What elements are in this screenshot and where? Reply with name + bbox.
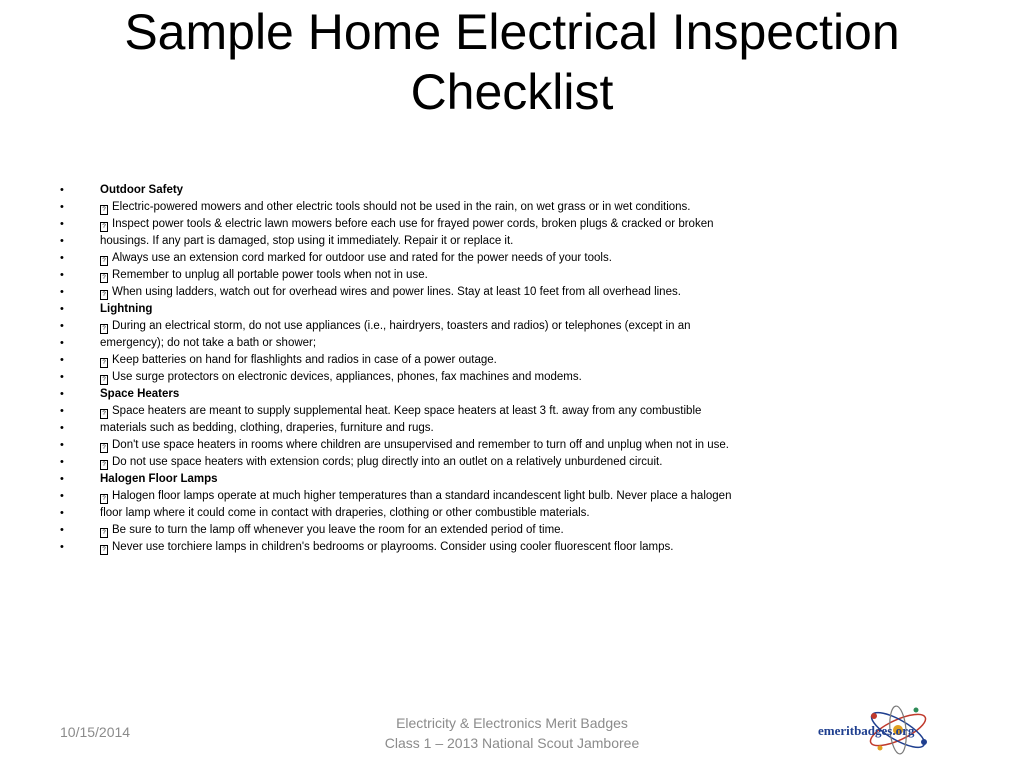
item-text: materials such as bedding, clothing, draperies, furniture and rugs. xyxy=(100,422,434,434)
checklist-item-text xyxy=(100,488,731,505)
item-text: Remember to unplug all portable power tools when not in use. xyxy=(112,269,428,281)
bullet-icon: • xyxy=(60,473,64,485)
bullet-icon: • xyxy=(60,541,64,553)
checkbox-icon: ? xyxy=(100,528,108,538)
footer-caption xyxy=(312,713,712,753)
section-heading-text xyxy=(100,182,183,199)
checklist-item xyxy=(60,369,840,386)
section-heading-text xyxy=(100,386,179,403)
checklist-item-text xyxy=(100,284,681,301)
checklist-item-text xyxy=(100,335,316,352)
item-text: Halogen floor lamps operate at much higher temperatures than a standard incandescent light bulb. Never place a halogen xyxy=(112,490,732,502)
checklist-item-text xyxy=(100,233,513,250)
checklist-item-text xyxy=(100,369,582,386)
item-text: Space heaters are meant to supply supplemental heat. Keep space heaters at least 3 ft. away from any combustible xyxy=(112,405,702,417)
footer-caption-line-1: Electricity & Electronics Merit Badges xyxy=(396,715,628,731)
bullet-icon: • xyxy=(60,507,64,519)
checklist-item xyxy=(60,335,840,352)
checklist-item-text xyxy=(100,352,497,369)
item-text: Electric-powered mowers and other electric tools should not be used in the rain, on wet grass or in wet conditions. xyxy=(112,201,691,213)
bullet-icon: • xyxy=(60,252,64,264)
item-text: Outdoor Safety xyxy=(100,184,184,196)
section-heading xyxy=(60,182,840,199)
checklist-item-text xyxy=(100,403,701,420)
checkbox-icon: ? xyxy=(100,324,108,334)
checklist-item xyxy=(60,454,840,471)
checkbox-icon: ? xyxy=(100,443,108,453)
checklist-item xyxy=(60,199,840,216)
checkbox-icon: ? xyxy=(100,273,108,283)
checklist-item-text xyxy=(100,216,714,233)
bullet-icon: • xyxy=(60,524,64,536)
bullet-icon: • xyxy=(60,320,64,332)
checkbox-icon: ? xyxy=(100,290,108,300)
checklist-item xyxy=(60,505,840,522)
bullet-icon: • xyxy=(60,456,64,468)
checklist-item xyxy=(60,216,840,233)
checklist-item xyxy=(60,403,840,420)
checkbox-icon: ? xyxy=(100,222,108,232)
section-heading xyxy=(60,301,840,318)
checklist-item-text xyxy=(100,318,691,335)
item-text: Never use torchiere lamps in children's bedrooms or playrooms. Consider using cooler fluorescent floor lamps. xyxy=(112,541,674,553)
checkbox-icon: ? xyxy=(100,256,108,266)
checkbox-icon: ? xyxy=(100,358,108,368)
checklist-item-text xyxy=(100,522,564,539)
item-text: Halogen Floor Lamps xyxy=(100,473,218,485)
checklist-item-text xyxy=(100,267,428,284)
logo-wordmark: emeritbadges.org xyxy=(818,723,915,738)
bullet-icon: • xyxy=(60,269,64,281)
bullet-icon: • xyxy=(60,405,64,417)
bullet-icon: • xyxy=(60,286,64,298)
item-text: Lightning xyxy=(100,303,153,315)
section-heading xyxy=(60,471,840,488)
checklist-item-text xyxy=(100,420,434,437)
checklist-item xyxy=(60,539,840,556)
checklist-item xyxy=(60,522,840,539)
bullet-icon: • xyxy=(60,388,64,400)
checklist-item xyxy=(60,318,840,335)
section-heading xyxy=(60,386,840,403)
checklist-item-text xyxy=(100,437,729,454)
item-text: Space Heaters xyxy=(100,388,180,400)
item-text: Don't use space heaters in rooms where children are unsupervised and remember to turn off and unplug when not in use. xyxy=(112,439,729,451)
item-text: When using ladders, watch out for overhead wires and power lines. Stay at least 10 feet from all overhead lines. xyxy=(112,286,681,298)
checkbox-icon: ? xyxy=(100,460,108,470)
slide-title: Sample Home Electrical Inspection Checklist xyxy=(124,4,900,120)
bullet-icon: • xyxy=(60,439,64,451)
checklist-item-text xyxy=(100,454,662,471)
checklist-item xyxy=(60,437,840,454)
checkbox-icon: ? xyxy=(100,375,108,385)
checklist-item xyxy=(60,284,840,301)
checklist-item xyxy=(60,233,840,250)
bullet-icon: • xyxy=(60,303,64,315)
checklist-item xyxy=(60,267,840,284)
item-text: Do not use space heaters with extension cords; plug directly into an outlet on a relatively unburdened circuit. xyxy=(112,456,663,468)
checklist-item-text xyxy=(100,199,691,216)
item-text: Be sure to turn the lamp off whenever you leave the room for an extended period of time. xyxy=(112,524,564,536)
footer-caption-line-2: Class 1 – 2013 National Scout Jamboree xyxy=(384,735,640,751)
checklist-item-text xyxy=(100,505,590,522)
bullet-icon: • xyxy=(60,201,64,213)
checklist-item xyxy=(60,420,840,437)
checkbox-icon: ? xyxy=(100,409,108,419)
item-text: Keep batteries on hand for flashlights and radios in case of a power outage. xyxy=(112,354,497,366)
item-text: Use surge protectors on electronic devices, appliances, phones, fax machines and modems. xyxy=(112,371,582,383)
bullet-icon: • xyxy=(60,371,64,383)
checkbox-icon: ? xyxy=(100,494,108,504)
bullet-icon: • xyxy=(60,235,64,247)
item-text: floor lamp where it could come in contact with draperies, clothing or other combustible materials. xyxy=(100,507,590,519)
section-heading-text xyxy=(100,301,152,318)
item-text: housings. If any part is damaged, stop using it immediately. Repair it or replace it. xyxy=(100,235,514,247)
item-text: Inspect power tools & electric lawn mowers before each use for frayed power cords, broken plugs & cracked or broken xyxy=(112,218,714,230)
checklist-item-text xyxy=(100,539,673,556)
checkbox-icon: ? xyxy=(100,545,108,555)
checklist xyxy=(60,182,840,556)
bullet-icon: • xyxy=(60,490,64,502)
bullet-icon: • xyxy=(60,422,64,434)
item-text: emergency); do not take a bath or shower; xyxy=(100,337,317,349)
bullet-icon: • xyxy=(60,184,64,196)
checkbox-icon: ? xyxy=(100,205,108,215)
item-text: During an electrical storm, do not use appliances (i.e., hairdryers, toasters and radios) or telephones (except in an xyxy=(112,320,691,332)
atom-logo-graphic xyxy=(816,704,934,756)
item-text: Always use an extension cord marked for outdoor use and rated for the power needs of your tools. xyxy=(112,252,612,264)
bullet-icon: • xyxy=(60,354,64,366)
section-heading-text xyxy=(100,471,218,488)
footer-date: 10/15/2014 xyxy=(60,724,131,740)
bullet-icon: • xyxy=(60,337,64,349)
checklist-item-text xyxy=(100,250,612,267)
checklist-item xyxy=(60,352,840,369)
emeritbadges-logo xyxy=(816,704,934,756)
checklist-item xyxy=(60,488,840,505)
bullet-icon: • xyxy=(60,218,64,230)
checklist-item xyxy=(60,250,840,267)
